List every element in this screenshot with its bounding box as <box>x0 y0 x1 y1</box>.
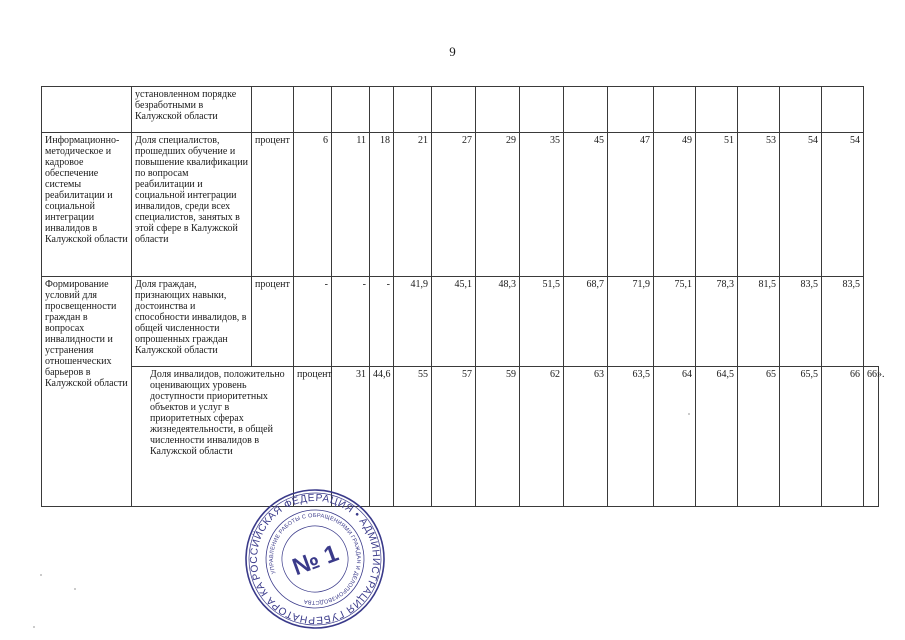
value-cell: 59 <box>476 367 520 507</box>
value-cell: 45 <box>564 133 608 277</box>
value-cell: 51,5 <box>520 277 564 367</box>
value-cell: 29 <box>476 133 520 277</box>
page-number: 9 <box>449 44 456 59</box>
scan-speck <box>40 574 42 576</box>
value-cell: 83,5 <box>780 277 822 367</box>
value-cell: 53 <box>738 133 780 277</box>
value-cell: 49 <box>654 133 696 277</box>
area-cell: Информационно-методическое и кадровое обеспечение системы реабилитации и социальной интеграции инвалидов в Калужской области <box>42 133 132 277</box>
value-cell: 63 <box>564 367 608 507</box>
value-cell: 75,1 <box>654 277 696 367</box>
value-cell <box>608 87 654 133</box>
unit-cell: процент <box>252 277 294 367</box>
value-cell: 21 <box>394 133 432 277</box>
value-cell: 11 <box>332 133 370 277</box>
table-row <box>42 133 879 277</box>
value-cell: 45,1 <box>432 277 476 367</box>
value-cell <box>294 87 332 133</box>
value-cell: 81,5 <box>738 277 780 367</box>
value-cell <box>394 87 432 133</box>
value-cell: 71,9 <box>608 277 654 367</box>
indicators-table <box>41 86 885 507</box>
value-cell <box>332 87 370 133</box>
value-cell <box>780 87 822 133</box>
table-row <box>42 277 879 367</box>
value-cell: 48,3 <box>476 277 520 367</box>
value-cell: 31 <box>332 367 370 507</box>
value-cell: 27 <box>432 133 476 277</box>
value-cell: 6 <box>294 133 332 277</box>
indicator-cell: установленном порядке безработными в Калужской области <box>132 87 252 133</box>
value-cell: 64,5 <box>696 367 738 507</box>
unit-cell <box>252 87 294 133</box>
stamp-outer-text: РОССИЙСКАЯ ФЕДЕРАЦИЯ • АДМИНИСТРАЦИЯ ГУБЕРНАТОРА КАЛУЖСКОЙ <box>248 492 382 626</box>
value-cell: - <box>332 277 370 367</box>
value-cell: 18 <box>370 133 394 277</box>
value-cell: 83,5 <box>822 277 864 367</box>
official-stamp <box>243 487 387 631</box>
value-cell <box>432 87 476 133</box>
value-cell: 65,5 <box>780 367 822 507</box>
value-cell: - <box>370 277 394 367</box>
value-cell: 63,5 <box>608 367 654 507</box>
value-cell: 64 <box>654 367 696 507</box>
value-cell: 51 <box>696 133 738 277</box>
value-cell <box>564 87 608 133</box>
value-cell <box>370 87 394 133</box>
area-cell: Формирование условий для просвещенности граждан в вопросах инвалидности и устранения отношенческих барьеров в Калужской области <box>42 277 132 507</box>
value-cell <box>738 87 780 133</box>
value-cell: 62 <box>520 367 564 507</box>
value-cell: 66 <box>822 367 864 507</box>
value-cell: 68,7 <box>564 277 608 367</box>
value-cell <box>476 87 520 133</box>
value-cell: 44,6 <box>370 367 394 507</box>
scan-speck <box>33 626 35 628</box>
stamp-number: № 1 <box>288 539 343 582</box>
scan-speck <box>688 413 690 415</box>
indicator-cell: Доля инвалидов, положительно оценивающих уровень доступности приоритетных объектов и услуг в приоритетных сферах жизнедеятельности, в общей численности инвалидов в Калужской области <box>132 367 294 507</box>
area-cell <box>42 87 132 133</box>
value-cell: - <box>294 277 332 367</box>
unit-cell: процент <box>294 367 332 507</box>
value-cell <box>520 87 564 133</box>
value-cell <box>696 87 738 133</box>
table-row <box>42 367 879 507</box>
scan-speck <box>74 588 76 590</box>
value-cell: 41,9 <box>394 277 432 367</box>
value-cell: 54 <box>822 133 864 277</box>
indicator-cell: Доля специалистов, прошедших обучение и повышение квалификации по вопросам реабилитации и социальной интеграции инвалидов, среди всех специалистов, занятых в этой сфере в Калужской области <box>132 133 252 277</box>
unit-cell: процент <box>252 133 294 277</box>
value-cell: 57 <box>432 367 476 507</box>
value-cell: 65 <box>738 367 780 507</box>
value-cell: 54 <box>780 133 822 277</box>
value-cell: 55 <box>394 367 432 507</box>
table-row <box>42 87 879 133</box>
value-cell <box>822 87 864 133</box>
indicators-table-body <box>42 87 885 507</box>
indicator-cell: Доля граждан, признающих навыки, достоинства и способности инвалидов, в общей численности опрошенных граждан Калужской области <box>132 277 252 367</box>
value-cell <box>654 87 696 133</box>
value-cell: 66». <box>864 367 879 507</box>
value-cell: 47 <box>608 133 654 277</box>
stamp-inner-text: УПРАВЛЕНИЕ РАБОТЫ С ОБРАЩЕНИЯМИ ГРАЖДАН И ДЕЛОПРОИЗВОДСТВА <box>268 512 362 606</box>
value-cell: 35 <box>520 133 564 277</box>
value-cell: 78,3 <box>696 277 738 367</box>
